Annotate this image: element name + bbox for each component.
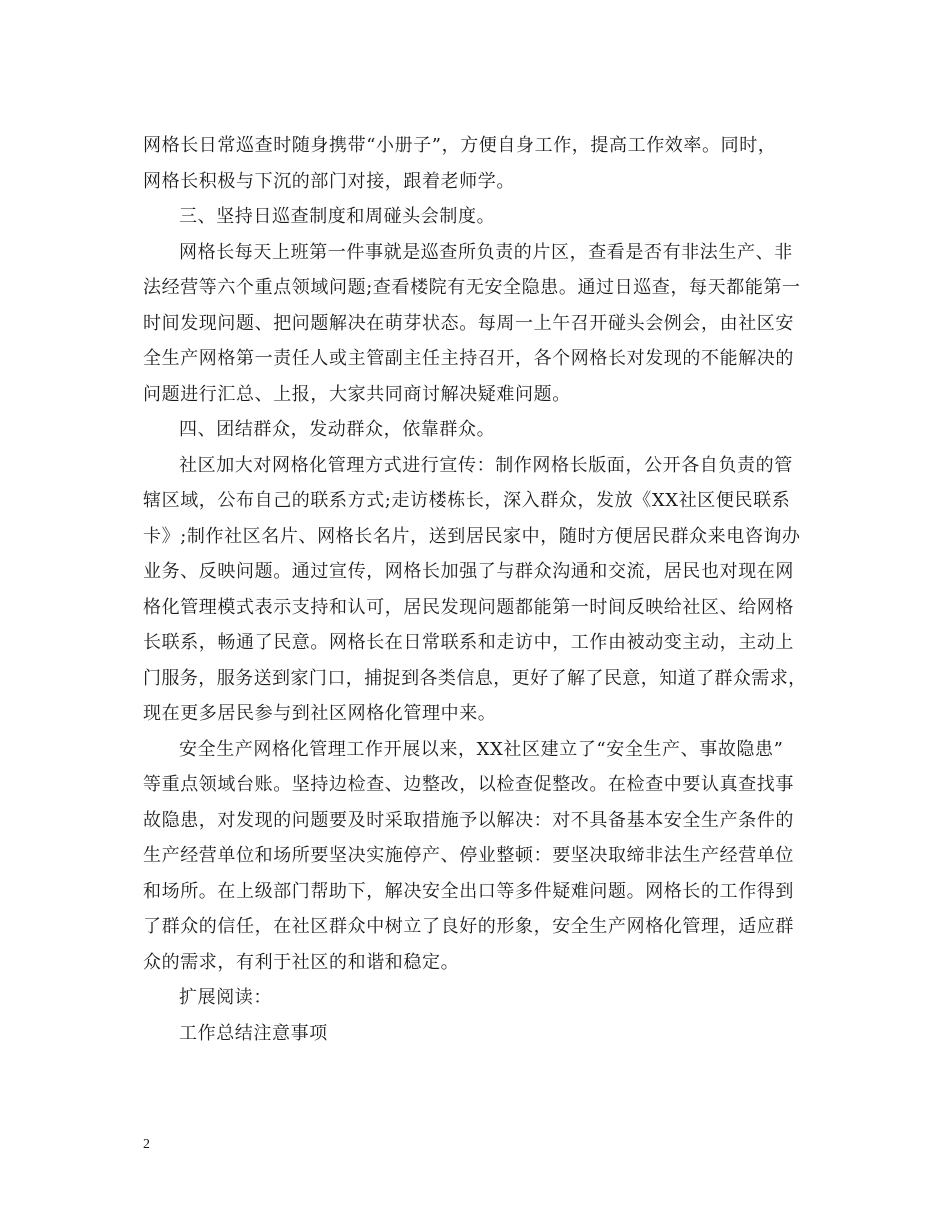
text-line: 故隐患，对发现的问题要及时采取措施予以解决：对不具备基本安全生产条件的 (143, 809, 794, 831)
text-line: 时间发现问题、把问题解决在萌芽状态。每周一上午召开碰头会例会，由社区安 (143, 312, 794, 334)
text-line: 业务、反映问题。通过宣传，网格长加强了与群众沟通和交流，居民也对现在网 (143, 561, 794, 582)
text-line: 和场所。在上级部门帮助下，解决安全出口等多件疑难问题。网格长的工作得到 (143, 880, 794, 902)
text-line: 三、坚持日巡查制度和周碰头会制度。 (179, 206, 496, 227)
text-line: 众的需求，有利于社区的和谐和稳定。 (143, 951, 460, 973)
text-line: 现在更多居民参与到社区网格化管理中来。 (143, 703, 497, 724)
text-line: 网格长每天上班第一件事就是巡查所负责的片区，查看是否有非法生产、非 (179, 241, 793, 263)
text-line: 门服务，服务送到家门口，捕捉到各类信息，更好了解了民意，知道了群众需求， (143, 667, 807, 689)
text-line: 社区加大对网格化管理方式进行宣传：制作网格长版面，公开各自负责的管 (179, 454, 793, 476)
text-line: 格化管理模式表示支持和认可，居民发现问题都能第一时间反映给社区、给网格 (143, 596, 794, 618)
text-line: 法经营等六个重点领域问题;查看楼院有无安全隐患。通过日巡查，每天都能第一 (143, 277, 801, 298)
text-line: 四、团结群众，发动群众，依靠群众。 (179, 419, 496, 440)
text-line: 辖区域，公布自己的联系方式;走访楼栋长，深入群众，发放《XX社区便民联系 (143, 490, 791, 511)
document-body (143, 128, 807, 1051)
text-line: 问题进行汇总、上报，大家共同商讨解决疑难问题。 (143, 383, 571, 405)
text-line: 长联系，畅通了民意。网格长在日常联系和走访中，工作由被动变主动，主动上 (143, 632, 794, 653)
text-line: 工作总结注意事项 (179, 1022, 328, 1044)
text-line: 网格长日常巡查时随身携带“小册子”，方便自身工作，提高工作效率。同时， (143, 135, 777, 156)
text-line: 扩展阅读： (179, 987, 272, 1008)
text-line: 网格长积极与下沉的部门对接，跟着老师学。 (143, 170, 515, 192)
text-line: 了群众的信任，在社区群众中树立了良好的形象，安全生产网格化管理，适应群 (143, 916, 794, 937)
text-line: 全生产网格第一责任人或主管副主任主持召开，各个网格长对发现的不能解决的 (143, 348, 794, 369)
page-number: 2 (143, 1137, 150, 1152)
text-line: 安全生产网格化管理工作开展以来，XX社区建立了“安全生产、事故隐患” (179, 738, 784, 760)
text-line: 等重点领域台账。坚持边检查、边整改，以检查促整改。在检查中要认真查找事 (143, 774, 794, 795)
text-line: 生产经营单位和场所要坚决实施停产、停业整顿：要坚决取缔非法生产经营单位 (143, 845, 794, 866)
text-line: 卡》;制作社区名片、网格长名片，送到居民家中，随时方便居民群众来电咨询办 (143, 525, 801, 547)
